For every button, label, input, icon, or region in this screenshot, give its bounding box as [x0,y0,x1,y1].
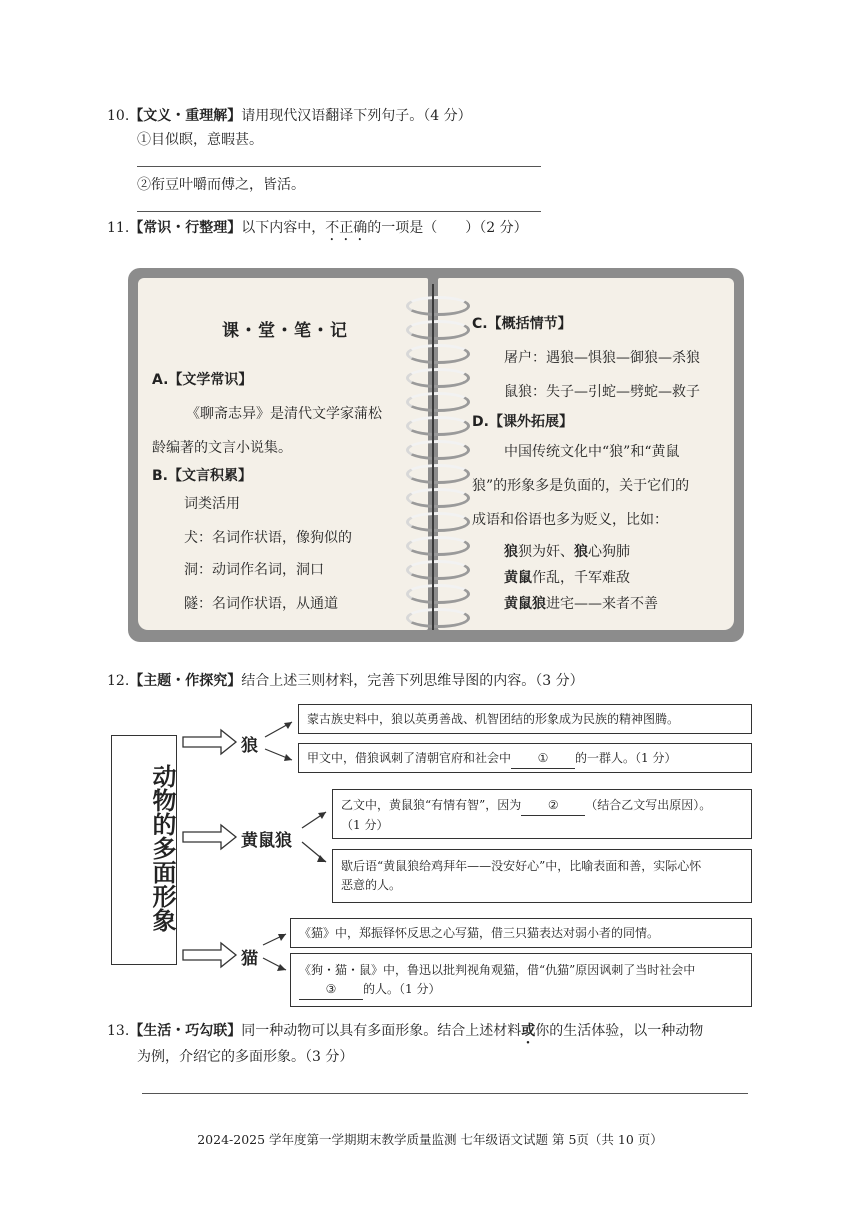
idiom-1-part-a: 狈为奸、 [518,544,574,560]
mindmap-center-label: 动物的多面形象 [148,764,176,932]
page-footer: 2024-2025 学年度第一学期期末教学质量监测 七年级语文试题 第 5页（共 10 页） [197,1132,663,1147]
option-a-heading: A.【文学常识】 [152,372,253,388]
q13-answer-line[interactable] [142,1093,748,1094]
cat-note-2-line-1: 《狗・猫・鼠》中，鲁迅以批判视角观猫，借“仇猫”原因讽刺了当时社会中 [299,963,696,977]
wolf-note-2 [298,743,752,773]
option-a-line-1: 《聊斋志异》是清代文学家蒲松 [186,406,382,422]
option-d-line-2: 狼”的形象多是负面的，关于它们的 [472,478,690,494]
idiom-2-part: 作乱，千军难敌 [532,570,630,586]
blank-3[interactable]: ③ [299,980,363,1000]
branch-wolf-label: 狼 [241,736,258,756]
q11-pre: 以下内容中， [241,220,326,236]
option-a-line-2: 龄编著的文言小说集。 [152,440,292,456]
q12-number: 12. [107,673,130,689]
q13-line-1 [107,1021,703,1047]
option-b-line-2: 犬：名词作状语，像狗似的 [184,530,352,546]
branch-cat-label: 猫 [241,949,258,969]
q12-tag: 【主题・作探究】 [129,673,242,689]
option-d-heading: D.【课外拓展】 [472,414,573,430]
q10-number: 10. [107,108,130,124]
q13-post: 你的生活体验，以一种动物 [535,1023,704,1039]
arrow-to-wolf-icon [183,730,236,754]
option-b-line-4: 隧：名词作状语，从通道 [184,596,338,612]
idiom-3-part: 进宅——来者不善 [546,596,658,612]
weasel-note-2-line-2: 恶意的人。 [341,878,402,892]
option-c-line-1: 屠户：遇狼—惧狼—御狼—杀狼 [504,350,700,366]
q13-line-2: 为例，介绍它的多面形象。（3 分） [137,1049,354,1065]
q11-tag: 【常识・行整理】 [129,220,242,236]
weasel-note-1-post: （结合乙文写出原因）。 [585,798,712,812]
option-d-line-3: 成语和俗语也多为贬义，比如： [472,512,668,528]
option-b-line-3: 洞：动词作名词，洞口 [184,562,324,578]
idiom-2-bold: 黄鼠 [504,570,532,586]
q11-post: 的一项是（ ）（2 分） [367,220,528,236]
wolf-note-1-text: 蒙古族史料中，狼以英勇善战、机智团结的形象成为民族的精神图腾。 [307,712,680,726]
idiom-3-bold: 黄鼠狼 [504,596,546,612]
cat-note-1-text: 《猫》中，郑振铎怀反思之心写猫，借三只猫表达对弱小者的同情。 [299,926,660,940]
option-c-heading: C.【概括情节】 [472,316,572,332]
weasel-note-1-score: （1 分） [341,818,389,832]
q10-sentence-2: ②衔豆叶嚼而傅之，皆活。 [137,177,305,193]
arrowhead-icon [277,964,286,971]
q13-emphasis: 或 [521,1023,536,1039]
weasel-note-2 [332,849,752,903]
cat-note-2-post: 的人。（1 分） [363,982,441,996]
arrow-to-cat-icon [183,943,236,967]
idiom-1-part-b: 心狗肺 [588,544,630,560]
weasel-note-2-line-1: 歇后语“黄鼠狼给鸡拜年——没安好心”中，比喻表面和善，实际心怀 [341,859,702,873]
q11-number: 11. [107,220,130,236]
cat-note-1 [290,918,752,948]
wolf-note-2-pre: 甲文中，借狼讽刺了清朝官府和社会中 [307,751,512,765]
idiom-1-bold-a: 狼 [504,544,518,560]
arrowhead-icon [284,754,292,761]
option-d-line-1: 中国传统文化中“狼”和“黄鼠 [504,444,680,460]
q13-tag: 【生活・巧勾联】 [129,1023,242,1039]
blank-1[interactable]: ① [511,749,575,769]
q12-text: 结合上述三则材料，完善下列思维导图的内容。（3 分） [241,673,584,689]
notebook-title: 课・堂・笔・记 [222,321,348,341]
q13-number: 13. [107,1023,130,1039]
blank-2[interactable]: ② [521,796,585,816]
idiom-1-bold-b: 狼 [574,544,588,560]
option-b-heading: B.【文言积累】 [152,468,252,484]
q10-sentence-1: ①目似瞑，意暇甚。 [137,132,263,148]
wolf-note-2-post: 的一群人。（1 分） [575,751,677,765]
weasel-note-1-pre: 乙文中，黄鼠狼“有情有智”，因为 [341,798,522,812]
arrow-to-weasel-icon [183,825,236,849]
arrowhead-icon [318,812,326,819]
weasel-note-1 [332,789,752,839]
wolf-note-1 [298,704,752,734]
q13-pre: 同一种动物可以具有多面形象。结合上述材料 [241,1023,522,1039]
cat-note-2 [290,953,752,1007]
q10-text: 请用现代汉语翻译下列句子。（4 分） [241,108,472,124]
option-b-line-1: 词类活用 [184,496,240,512]
branch-weasel-label: 黄鼠狼 [241,831,292,851]
q11-emphasis: 不正确 [325,220,368,236]
option-c-line-2: 鼠狼：失子—引蛇—劈蛇—救子 [504,384,700,400]
q10-tag: 【文义・重理解】 [129,108,242,124]
